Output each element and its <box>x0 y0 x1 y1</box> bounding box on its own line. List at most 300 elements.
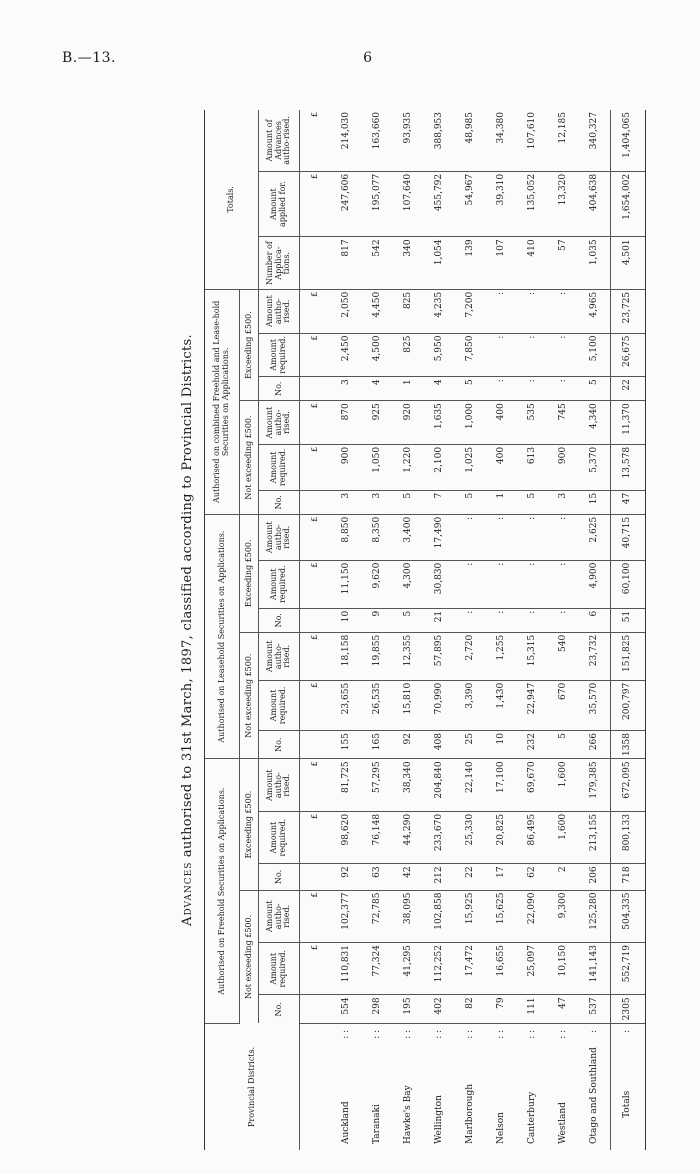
data-cell: 98,620 <box>331 811 362 863</box>
data-cell: 3 <box>331 490 362 514</box>
data-cell: 26,535 <box>362 680 393 730</box>
data-cell: 1,220 <box>393 444 424 490</box>
data-cell: : <box>486 514 517 560</box>
header-district: Provincial Districts. <box>205 1023 300 1150</box>
units-row <box>300 110 332 1150</box>
unit-cell: £ <box>300 811 332 863</box>
data-cell: 212 <box>424 864 455 890</box>
data-cell: 39,310 <box>486 171 517 237</box>
total-cell: 151,825 <box>611 632 646 680</box>
data-cell: 19,855 <box>362 632 393 680</box>
unit-cell <box>300 237 332 289</box>
data-cell: 340,327 <box>579 110 611 171</box>
data-cell: 670 <box>548 680 579 730</box>
data-cell: 1,635 <box>424 401 455 445</box>
leader-dots: : : <box>495 1029 506 1039</box>
unit-cell: £ <box>300 444 332 490</box>
leader-dots: : : <box>464 1029 475 1039</box>
unit-cell <box>300 377 332 401</box>
data-cell: 298 <box>362 995 393 1023</box>
data-cell: 5 <box>393 608 424 632</box>
header-no: No. <box>259 995 300 1023</box>
data-cell: 920 <box>393 401 424 445</box>
table-row <box>486 110 517 1150</box>
data-cell: 92 <box>393 731 424 759</box>
data-cell: 69,670 <box>517 759 548 812</box>
table-row <box>362 110 393 1150</box>
data-cell: 3 <box>548 490 579 514</box>
data-cell: 16,655 <box>486 942 517 994</box>
table-row <box>331 110 362 1150</box>
data-cell: 11,150 <box>331 560 362 608</box>
data-cell: 4,500 <box>362 333 393 377</box>
data-cell: 1,050 <box>362 444 393 490</box>
data-cell: 206 <box>579 864 611 890</box>
data-cell: : <box>548 608 579 632</box>
total-cell: 26,675 <box>611 333 646 377</box>
header-amount-required: Amount required. <box>259 942 300 994</box>
data-cell: 4,965 <box>579 289 611 333</box>
header-leasehold-exceeding: Exceeding £500. <box>240 514 259 632</box>
data-cell: 107,640 <box>393 171 424 237</box>
leader-dots: : : <box>526 1029 537 1039</box>
header-amount-of-advances-authorised: Amount of Advances autho-rised. <box>259 110 300 171</box>
unit-cell <box>300 608 332 632</box>
data-cell: 825 <box>393 333 424 377</box>
leader-dots: : : <box>340 1029 351 1039</box>
data-cell: 112,252 <box>424 942 455 994</box>
data-cell: 613 <box>517 444 548 490</box>
data-cell: 34,380 <box>486 110 517 171</box>
header-totals: Totals. <box>205 110 259 289</box>
data-cell: 213,155 <box>579 811 611 863</box>
data-cell: 22,140 <box>455 759 486 812</box>
header-amount-authorised: Amount autho-rised. <box>259 289 300 333</box>
district-name: Wellington <box>433 1095 444 1144</box>
advances-table <box>204 110 646 1150</box>
unit-cell: £ <box>300 942 332 994</box>
data-cell: 1,054 <box>424 237 455 289</box>
data-cell: 388,953 <box>424 110 455 171</box>
leader-dots: : <box>622 1029 633 1033</box>
district-cell <box>548 1023 579 1150</box>
header-no: No. <box>259 731 300 759</box>
data-cell: 1,600 <box>548 811 579 863</box>
data-cell: 232 <box>517 731 548 759</box>
total-cell: 51 <box>611 608 646 632</box>
unit-cell <box>300 995 332 1023</box>
data-cell: 93,935 <box>393 110 424 171</box>
data-cell: 10 <box>331 608 362 632</box>
data-cell: 102,858 <box>424 890 455 942</box>
table-title-lead: Advances <box>180 861 195 926</box>
data-cell: : <box>517 514 548 560</box>
data-cell: : <box>517 333 548 377</box>
data-cell: 22 <box>455 864 486 890</box>
total-cell: 1358 <box>611 731 646 759</box>
table-title <box>172 110 204 1150</box>
page-number: 6 <box>363 50 372 66</box>
data-cell: 1 <box>486 490 517 514</box>
district-name: Canterbury <box>526 1091 537 1144</box>
header-no: No. <box>259 377 300 401</box>
data-cell: 537 <box>579 995 611 1023</box>
data-cell: 195 <box>393 995 424 1023</box>
data-cell: 62 <box>517 864 548 890</box>
data-cell: 22,947 <box>517 680 548 730</box>
data-cell: 25 <box>455 731 486 759</box>
units-blank <box>300 1023 332 1150</box>
data-cell: 535 <box>517 401 548 445</box>
data-cell: 165 <box>362 731 393 759</box>
header-amount-applied-for: Amount applied for. <box>259 171 300 237</box>
data-cell: 408 <box>424 731 455 759</box>
data-cell: 7 <box>424 490 455 514</box>
data-cell: 266 <box>579 731 611 759</box>
data-cell: 900 <box>331 444 362 490</box>
data-cell: 925 <box>362 401 393 445</box>
data-cell: 79 <box>486 995 517 1023</box>
data-cell: 9,300 <box>548 890 579 942</box>
data-cell: : <box>486 333 517 377</box>
table-row <box>393 110 424 1150</box>
data-cell: 163,660 <box>362 110 393 171</box>
table-row <box>579 110 611 1150</box>
data-cell: 7,200 <box>455 289 486 333</box>
total-cell: 4,501 <box>611 237 646 289</box>
rotated-table-sheet <box>172 110 682 1150</box>
district-cell <box>393 1023 424 1150</box>
data-cell: 2,100 <box>424 444 455 490</box>
data-cell: 17,490 <box>424 514 455 560</box>
total-cell: 47 <box>611 490 646 514</box>
data-cell: 81,725 <box>331 759 362 812</box>
data-cell: 4,900 <box>579 560 611 608</box>
data-cell: 745 <box>548 401 579 445</box>
data-cell: : <box>517 377 548 401</box>
data-cell: 155 <box>331 731 362 759</box>
data-cell: 107 <box>486 237 517 289</box>
data-cell: 20,825 <box>486 811 517 863</box>
data-cell: 135,052 <box>517 171 548 237</box>
data-cell: 21 <box>424 608 455 632</box>
totals-row <box>611 110 646 1150</box>
data-cell: 5 <box>579 377 611 401</box>
data-cell: : <box>517 608 548 632</box>
data-cell: : <box>486 289 517 333</box>
data-cell: 35,570 <box>579 680 611 730</box>
table-body <box>300 110 646 1150</box>
data-cell: 3,400 <box>393 514 424 560</box>
total-cell: 60,100 <box>611 560 646 608</box>
data-cell: : <box>548 514 579 560</box>
header-amount-authorised: Amount autho-rised. <box>259 890 300 942</box>
data-cell: 15,625 <box>486 890 517 942</box>
district-cell <box>424 1023 455 1150</box>
data-cell: 76,148 <box>362 811 393 863</box>
data-cell: 86,495 <box>517 811 548 863</box>
district-cell <box>517 1023 548 1150</box>
data-cell: 17 <box>486 864 517 890</box>
data-cell: 22,090 <box>517 890 548 942</box>
data-cell: 8,850 <box>331 514 362 560</box>
data-cell: 540 <box>548 632 579 680</box>
unit-cell <box>300 731 332 759</box>
total-cell: 718 <box>611 864 646 890</box>
header-combined-exceeding: Exceeding £500. <box>240 289 259 400</box>
district-name: Westland <box>557 1102 568 1144</box>
total-cell: 672,095 <box>611 759 646 812</box>
header-amount-required: Amount required. <box>259 444 300 490</box>
table-row <box>517 110 548 1150</box>
total-cell: 13,578 <box>611 444 646 490</box>
data-cell: 82 <box>455 995 486 1023</box>
data-cell: 6 <box>579 608 611 632</box>
table-row <box>424 110 455 1150</box>
data-cell: 102,377 <box>331 890 362 942</box>
data-cell: 5 <box>393 490 424 514</box>
totals-label: Totals <box>622 1090 633 1118</box>
data-cell: 4 <box>362 377 393 401</box>
data-cell: 63 <box>362 864 393 890</box>
data-cell: 92 <box>331 864 362 890</box>
data-cell: 817 <box>331 237 362 289</box>
data-cell: : <box>548 333 579 377</box>
header-no: No. <box>259 864 300 890</box>
leader-dots: : : <box>371 1029 382 1039</box>
header-amount-authorised: Amount autho-rised. <box>259 759 300 812</box>
data-cell: 4,300 <box>393 560 424 608</box>
data-cell: : <box>548 377 579 401</box>
data-cell: 125,280 <box>579 890 611 942</box>
data-cell: 57,895 <box>424 632 455 680</box>
total-cell: 11,370 <box>611 401 646 445</box>
unit-cell: £ <box>300 632 332 680</box>
data-cell: 17,472 <box>455 942 486 994</box>
district-name: Nelson <box>495 1112 506 1144</box>
total-cell: 1,654,002 <box>611 171 646 237</box>
data-cell: 12,185 <box>548 110 579 171</box>
data-cell: 195,077 <box>362 171 393 237</box>
data-cell: 15 <box>579 490 611 514</box>
data-cell: 214,030 <box>331 110 362 171</box>
data-cell: 4,235 <box>424 289 455 333</box>
data-cell: 107,610 <box>517 110 548 171</box>
header-no: No. <box>259 608 300 632</box>
data-cell: 1,600 <box>548 759 579 812</box>
data-cell: 204,840 <box>424 759 455 812</box>
data-cell: 2,720 <box>455 632 486 680</box>
data-cell: 57,295 <box>362 759 393 812</box>
data-cell: 2,050 <box>331 289 362 333</box>
data-cell: 38,340 <box>393 759 424 812</box>
header-combined-not-exceeding: Not exceeding £500. <box>240 401 259 515</box>
data-cell: 4,450 <box>362 289 393 333</box>
data-cell: 5,100 <box>579 333 611 377</box>
data-cell: 179,385 <box>579 759 611 812</box>
data-cell: 825 <box>393 289 424 333</box>
header-freehold-not-exceeding: Not exceeding £500. <box>240 890 259 1023</box>
table-row <box>455 110 486 1150</box>
data-cell: 400 <box>486 444 517 490</box>
data-cell: 1,035 <box>579 237 611 289</box>
data-cell: 23,732 <box>579 632 611 680</box>
data-cell: 1,255 <box>486 632 517 680</box>
data-cell: : <box>548 560 579 608</box>
data-cell: : <box>486 377 517 401</box>
header-leasehold-not-exceeding: Not exceeding £500. <box>240 632 259 759</box>
district-name: Hawke's Bay <box>402 1085 413 1144</box>
data-cell: 233,670 <box>424 811 455 863</box>
data-cell: 18,158 <box>331 632 362 680</box>
unit-cell: £ <box>300 333 332 377</box>
district-name: Taranaki <box>371 1104 382 1144</box>
unit-cell: £ <box>300 514 332 560</box>
data-cell: 17,100 <box>486 759 517 812</box>
total-cell: 23,725 <box>611 289 646 333</box>
data-cell: 57 <box>548 237 579 289</box>
data-cell: 42 <box>393 864 424 890</box>
unit-cell: £ <box>300 401 332 445</box>
data-cell: 141,143 <box>579 942 611 994</box>
data-cell: 25,330 <box>455 811 486 863</box>
data-cell: 2,625 <box>579 514 611 560</box>
data-cell: 870 <box>331 401 362 445</box>
unit-cell <box>300 490 332 514</box>
unit-cell <box>300 864 332 890</box>
data-cell: 404,638 <box>579 171 611 237</box>
data-cell: : <box>548 289 579 333</box>
data-cell: 247,606 <box>331 171 362 237</box>
data-cell: 72,785 <box>362 890 393 942</box>
header-amount-authorised: Amount autho-rised. <box>259 401 300 445</box>
district-cell <box>362 1023 393 1150</box>
leader-dots: : : <box>402 1029 413 1039</box>
data-cell: : <box>517 560 548 608</box>
header-freehold-exceeding: Exceeding £500. <box>240 759 259 890</box>
data-cell: : <box>455 608 486 632</box>
data-cell: 41,295 <box>393 942 424 994</box>
data-cell: 402 <box>424 995 455 1023</box>
data-cell: 3 <box>362 490 393 514</box>
header-amount-required: Amount required. <box>259 560 300 608</box>
data-cell: 5,950 <box>424 333 455 377</box>
data-cell: 9 <box>362 608 393 632</box>
unit-cell: £ <box>300 171 332 237</box>
leader-dots: : : <box>433 1029 444 1039</box>
header-amount-authorised: Amount autho-rised. <box>259 632 300 680</box>
total-cell: 504,335 <box>611 890 646 942</box>
total-cell: 800,133 <box>611 811 646 863</box>
table-row <box>548 110 579 1150</box>
unit-cell: £ <box>300 890 332 942</box>
total-cell: 552,719 <box>611 942 646 994</box>
data-cell: 4,340 <box>579 401 611 445</box>
data-cell: 1,025 <box>455 444 486 490</box>
data-cell: 8,350 <box>362 514 393 560</box>
leader-dots: : : <box>557 1029 568 1039</box>
unit-cell: £ <box>300 759 332 812</box>
data-cell: 5 <box>455 377 486 401</box>
district-name: Auckland <box>340 1101 351 1144</box>
total-cell: 200,797 <box>611 680 646 730</box>
data-cell: 554 <box>331 995 362 1023</box>
data-cell: 47 <box>548 995 579 1023</box>
data-cell: 15,925 <box>455 890 486 942</box>
data-cell: 1 <box>393 377 424 401</box>
data-cell: 1,000 <box>455 401 486 445</box>
leader-dots: : <box>588 1029 599 1033</box>
district-cell <box>331 1023 362 1150</box>
data-cell: : <box>455 560 486 608</box>
header-amount-authorised: Amount autho-rised. <box>259 514 300 560</box>
header-amount-required: Amount required. <box>259 333 300 377</box>
data-cell: 5 <box>517 490 548 514</box>
data-cell: 38,095 <box>393 890 424 942</box>
unit-cell: £ <box>300 560 332 608</box>
unit-cell: £ <box>300 680 332 730</box>
totals-label-cell <box>611 1023 646 1150</box>
data-cell: : <box>486 560 517 608</box>
data-cell: 25,097 <box>517 942 548 994</box>
data-cell: 23,655 <box>331 680 362 730</box>
data-cell: 3 <box>331 377 362 401</box>
total-cell: 2305 <box>611 995 646 1023</box>
district-name: Otago and Southland <box>588 1047 599 1144</box>
district-cell <box>455 1023 486 1150</box>
data-cell: 340 <box>393 237 424 289</box>
total-cell: 40,715 <box>611 514 646 560</box>
header-amount-required: Amount required. <box>259 680 300 730</box>
data-cell: 110,831 <box>331 942 362 994</box>
data-cell: 44,290 <box>393 811 424 863</box>
data-cell: 1,430 <box>486 680 517 730</box>
data-cell: 70,990 <box>424 680 455 730</box>
data-cell: 12,355 <box>393 632 424 680</box>
data-cell: 54,967 <box>455 171 486 237</box>
header-freehold: Authorised on Freehold Securities on Applications. <box>205 759 240 1023</box>
unit-cell: £ <box>300 289 332 333</box>
data-cell: 139 <box>455 237 486 289</box>
district-cell <box>579 1023 611 1150</box>
total-cell: 22 <box>611 377 646 401</box>
data-cell: 455,792 <box>424 171 455 237</box>
data-cell: 4 <box>424 377 455 401</box>
data-cell: 10 <box>486 731 517 759</box>
data-cell: 5 <box>455 490 486 514</box>
data-cell: 15,810 <box>393 680 424 730</box>
data-cell: 900 <box>548 444 579 490</box>
data-cell: 3,390 <box>455 680 486 730</box>
data-cell: : <box>517 289 548 333</box>
data-cell: 2,450 <box>331 333 362 377</box>
page-reference: B.—13. <box>62 50 117 66</box>
total-cell: 1,404,065 <box>611 110 646 171</box>
data-cell: 400 <box>486 401 517 445</box>
data-cell: 2 <box>548 864 579 890</box>
header-leasehold: Authorised on Leasehold Securities on Applications. <box>205 514 240 759</box>
data-cell: 30,830 <box>424 560 455 608</box>
data-cell: 5,370 <box>579 444 611 490</box>
data-cell: 15,315 <box>517 632 548 680</box>
header-no: No. <box>259 490 300 514</box>
district-cell <box>486 1023 517 1150</box>
data-cell: : <box>486 608 517 632</box>
data-cell: 77,324 <box>362 942 393 994</box>
data-cell: : <box>455 514 486 560</box>
data-cell: 9,620 <box>362 560 393 608</box>
data-cell: 5 <box>548 731 579 759</box>
